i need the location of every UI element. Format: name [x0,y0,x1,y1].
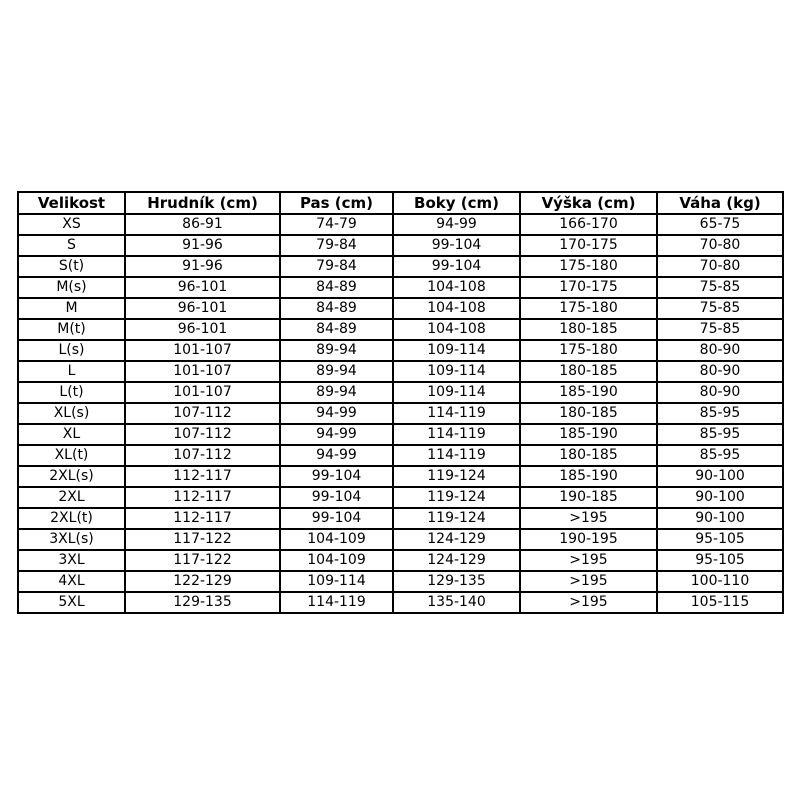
table-cell: 180-185 [520,403,657,424]
table-cell: 99-104 [393,256,520,277]
table-cell: 104-108 [393,298,520,319]
table-header [18,192,783,214]
table-cell: 109-114 [280,571,393,592]
table-cell: 89-94 [280,340,393,361]
table-cell: 94-99 [280,445,393,466]
table-row [18,571,783,592]
table-cell: 105-115 [657,592,783,613]
table-cell: 89-94 [280,361,393,382]
table-cell: 119-124 [393,466,520,487]
table-row [18,382,783,403]
table-cell: 124-129 [393,550,520,571]
table-cell: >195 [520,592,657,613]
size-label-cell: M(t) [18,319,125,340]
table-cell: 135-140 [393,592,520,613]
table-cell: >195 [520,571,657,592]
size-label-cell: XL(s) [18,403,125,424]
table-row [18,340,783,361]
table-cell: 112-117 [125,508,280,529]
table-cell: 175-180 [520,256,657,277]
table-cell: 107-112 [125,403,280,424]
table-cell: 119-124 [393,487,520,508]
column-header: Váha (kg) [657,192,783,214]
table-cell: 91-96 [125,256,280,277]
size-label-cell: 2XL(t) [18,508,125,529]
table-cell: >195 [520,550,657,571]
table-cell: 180-185 [520,445,657,466]
column-header: Pas (cm) [280,192,393,214]
table-row [18,277,783,298]
table-cell: 100-110 [657,571,783,592]
table-cell: 109-114 [393,382,520,403]
column-header: Boky (cm) [393,192,520,214]
size-label-cell: 2XL [18,487,125,508]
table-cell: 90-100 [657,466,783,487]
size-label-cell: 4XL [18,571,125,592]
header-row [18,192,783,214]
table-cell: 112-117 [125,466,280,487]
table-cell: 96-101 [125,277,280,298]
table-cell: 95-105 [657,550,783,571]
table-cell: 117-122 [125,550,280,571]
table-cell: 75-85 [657,319,783,340]
table-cell: 74-79 [280,214,393,235]
table-cell: 107-112 [125,445,280,466]
table-cell: 79-84 [280,256,393,277]
table-cell: 129-135 [125,592,280,613]
table-cell: 185-190 [520,466,657,487]
table-cell: >195 [520,508,657,529]
table-cell: 190-185 [520,487,657,508]
column-header: Výška (cm) [520,192,657,214]
table-cell: 65-75 [657,214,783,235]
table-cell: 95-105 [657,529,783,550]
table-cell: 70-80 [657,256,783,277]
table-cell: 114-119 [393,445,520,466]
table-cell: 89-94 [280,382,393,403]
table-row [18,424,783,445]
table-cell: 180-185 [520,319,657,340]
table-cell: 175-180 [520,298,657,319]
table-cell: 114-119 [393,403,520,424]
table-cell: 170-175 [520,235,657,256]
table-cell: 109-114 [393,340,520,361]
table-cell: 96-101 [125,298,280,319]
table-cell: 99-104 [280,508,393,529]
table-row [18,508,783,529]
table-cell: 190-195 [520,529,657,550]
table-cell: 104-108 [393,277,520,298]
table-cell: 129-135 [393,571,520,592]
table-cell: 166-170 [520,214,657,235]
table-cell: 75-85 [657,277,783,298]
table-row [18,592,783,613]
table-row [18,214,783,235]
table-row [18,235,783,256]
table-cell: 101-107 [125,382,280,403]
table-cell: 84-89 [280,319,393,340]
column-header: Hrudník (cm) [125,192,280,214]
size-label-cell: L [18,361,125,382]
table-cell: 124-129 [393,529,520,550]
size-label-cell: 5XL [18,592,125,613]
table-cell: 104-108 [393,319,520,340]
size-label-cell: M [18,298,125,319]
table-cell: 101-107 [125,361,280,382]
table-cell: 185-190 [520,424,657,445]
table-cell: 80-90 [657,340,783,361]
table-cell: 86-91 [125,214,280,235]
column-header: Velikost [18,192,125,214]
size-label-cell: 3XL(s) [18,529,125,550]
table-row [18,361,783,382]
table-cell: 90-100 [657,487,783,508]
table-cell: 101-107 [125,340,280,361]
size-label-cell: 3XL [18,550,125,571]
table-cell: 94-99 [393,214,520,235]
size-chart-table [17,191,784,614]
table-cell: 112-117 [125,487,280,508]
table-cell: 99-104 [280,466,393,487]
table-cell: 90-100 [657,508,783,529]
table-row [18,529,783,550]
table-cell: 104-109 [280,529,393,550]
table-cell: 99-104 [280,487,393,508]
size-label-cell: M(s) [18,277,125,298]
table-cell: 75-85 [657,298,783,319]
size-label-cell: L(s) [18,340,125,361]
table-row [18,256,783,277]
table-cell: 122-129 [125,571,280,592]
table-cell: 170-175 [520,277,657,298]
size-label-cell: L(t) [18,382,125,403]
table-cell: 84-89 [280,298,393,319]
size-label-cell: XL [18,424,125,445]
table-cell: 80-90 [657,382,783,403]
table-cell: 104-109 [280,550,393,571]
table-row [18,487,783,508]
table-cell: 175-180 [520,340,657,361]
table-cell: 85-95 [657,403,783,424]
table-row [18,298,783,319]
size-label-cell: XL(t) [18,445,125,466]
table-row [18,319,783,340]
table-cell: 79-84 [280,235,393,256]
size-label-cell: S(t) [18,256,125,277]
table-cell: 85-95 [657,424,783,445]
table-body [18,214,783,613]
table-cell: 84-89 [280,277,393,298]
table-cell: 109-114 [393,361,520,382]
table-cell: 96-101 [125,319,280,340]
size-label-cell: 2XL(s) [18,466,125,487]
table-cell: 185-190 [520,382,657,403]
table-row [18,403,783,424]
table-row [18,445,783,466]
table-cell: 94-99 [280,403,393,424]
table-cell: 91-96 [125,235,280,256]
size-label-cell: S [18,235,125,256]
table-row [18,466,783,487]
table-cell: 70-80 [657,235,783,256]
table-cell: 80-90 [657,361,783,382]
table-cell: 180-185 [520,361,657,382]
table-cell: 85-95 [657,445,783,466]
table-cell: 117-122 [125,529,280,550]
table-row [18,550,783,571]
size-label-cell: XS [18,214,125,235]
table-cell: 99-104 [393,235,520,256]
table-cell: 107-112 [125,424,280,445]
table-cell: 114-119 [393,424,520,445]
table-cell: 114-119 [280,592,393,613]
table-cell: 94-99 [280,424,393,445]
table-cell: 119-124 [393,508,520,529]
